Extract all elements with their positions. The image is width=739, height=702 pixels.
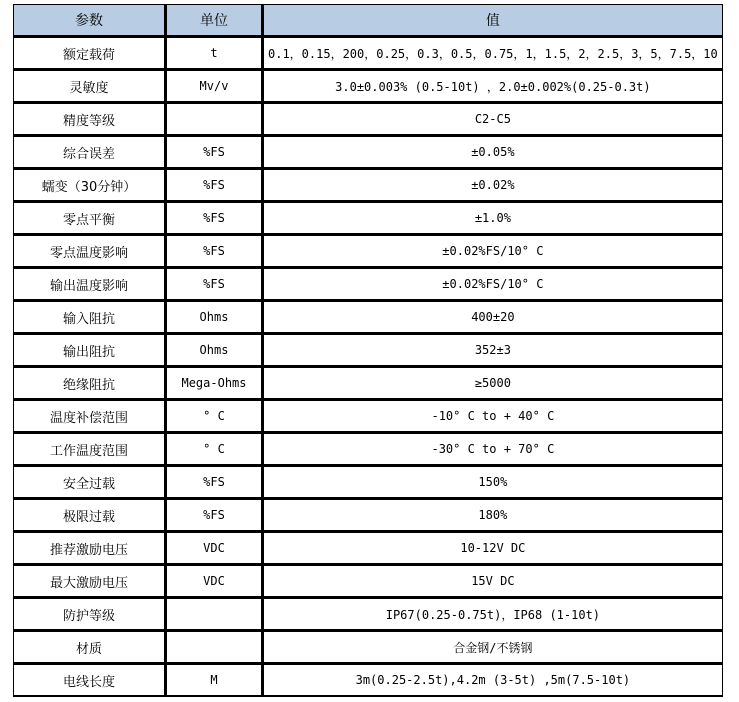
unit-cell: Mv/v	[166, 70, 263, 103]
param-cell: 零点平衡	[14, 202, 166, 235]
unit-cell: M	[166, 664, 263, 697]
unit-cell: %FS	[166, 235, 263, 268]
unit-cell	[166, 631, 263, 664]
unit-cell: %FS	[166, 466, 263, 499]
table-body	[14, 37, 723, 697]
table-row	[14, 334, 723, 367]
param-cell: 极限过载	[14, 499, 166, 532]
table-row	[14, 433, 723, 466]
value-cell: -30° C to + 70° C	[263, 433, 723, 466]
param-cell: 蠕变（30分钟）	[14, 169, 166, 202]
value-cell: 15V DC	[263, 565, 723, 598]
value-cell: ≥5000	[263, 367, 723, 400]
unit-cell: %FS	[166, 136, 263, 169]
value-cell: ±0.02%	[263, 169, 723, 202]
value-cell: 3m(0.25-2.5t),4.2m (3-5t) ,5m(7.5-10t)	[263, 664, 723, 697]
unit-cell: %FS	[166, 169, 263, 202]
param-cell: 电线长度	[14, 664, 166, 697]
value-cell: ±0.05%	[263, 136, 723, 169]
unit-cell: t	[166, 37, 263, 70]
param-cell: 温度补偿范围	[14, 400, 166, 433]
table-row	[14, 499, 723, 532]
table-row	[14, 466, 723, 499]
param-cell: 输出温度影响	[14, 268, 166, 301]
param-cell: 输出阻抗	[14, 334, 166, 367]
table-row	[14, 598, 723, 631]
table-row	[14, 235, 723, 268]
unit-cell: Mega-Ohms	[166, 367, 263, 400]
value-cell: 400±20	[263, 301, 723, 334]
unit-cell: ° C	[166, 433, 263, 466]
param-cell: 推荐激励电压	[14, 532, 166, 565]
param-cell: 综合误差	[14, 136, 166, 169]
param-cell: 精度等级	[14, 103, 166, 136]
value-cell: 0.1，0.15，200，0.25，0.3，0.5，0.75，1，1.5，2，2.5，3，5，7.5，10	[263, 37, 723, 70]
value-cell: 150%	[263, 466, 723, 499]
col-header-param: 参数	[14, 5, 166, 37]
table-row	[14, 169, 723, 202]
table-row	[14, 565, 723, 598]
header-row	[14, 5, 723, 37]
value-cell: ±0.02%FS/10° C	[263, 268, 723, 301]
param-cell: 零点温度影响	[14, 235, 166, 268]
value-cell: 3.0±0.003% (0.5-10t) ，2.0±0.002%(0.25-0.3t)	[263, 70, 723, 103]
param-cell: 绝缘阻抗	[14, 367, 166, 400]
value-cell: 10-12V DC	[263, 532, 723, 565]
unit-cell	[166, 103, 263, 136]
param-cell: 防护等级	[14, 598, 166, 631]
value-cell: 合金钢/不锈钢	[263, 631, 723, 664]
table-row	[14, 70, 723, 103]
table-row	[14, 532, 723, 565]
unit-cell: ° C	[166, 400, 263, 433]
value-cell: 180%	[263, 499, 723, 532]
param-cell: 额定载荷	[14, 37, 166, 70]
unit-cell: %FS	[166, 202, 263, 235]
param-cell: 材质	[14, 631, 166, 664]
value-cell: -10° C to + 40° C	[263, 400, 723, 433]
table-row	[14, 103, 723, 136]
param-cell: 灵敏度	[14, 70, 166, 103]
unit-cell: %FS	[166, 268, 263, 301]
table-row	[14, 367, 723, 400]
unit-cell: %FS	[166, 499, 263, 532]
value-cell: 352±3	[263, 334, 723, 367]
unit-cell: VDC	[166, 565, 263, 598]
value-cell: ±1.0%	[263, 202, 723, 235]
table-row	[14, 202, 723, 235]
param-cell: 工作温度范围	[14, 433, 166, 466]
spec-table	[13, 4, 723, 697]
unit-cell: Ohms	[166, 301, 263, 334]
value-cell: ±0.02%FS/10° C	[263, 235, 723, 268]
col-header-unit: 单位	[166, 5, 263, 37]
param-cell: 安全过载	[14, 466, 166, 499]
col-header-value: 值	[263, 5, 723, 37]
table-row	[14, 301, 723, 334]
value-cell: C2-C5	[263, 103, 723, 136]
table-row	[14, 400, 723, 433]
table-row	[14, 268, 723, 301]
param-cell: 最大激励电压	[14, 565, 166, 598]
param-cell: 输入阻抗	[14, 301, 166, 334]
table-row	[14, 631, 723, 664]
unit-cell: VDC	[166, 532, 263, 565]
table-row	[14, 664, 723, 697]
table-row	[14, 37, 723, 70]
value-cell: IP67(0.25-0.75t)，IP68 (1-10t)	[263, 598, 723, 631]
unit-cell: Ohms	[166, 334, 263, 367]
unit-cell	[166, 598, 263, 631]
table-row	[14, 136, 723, 169]
